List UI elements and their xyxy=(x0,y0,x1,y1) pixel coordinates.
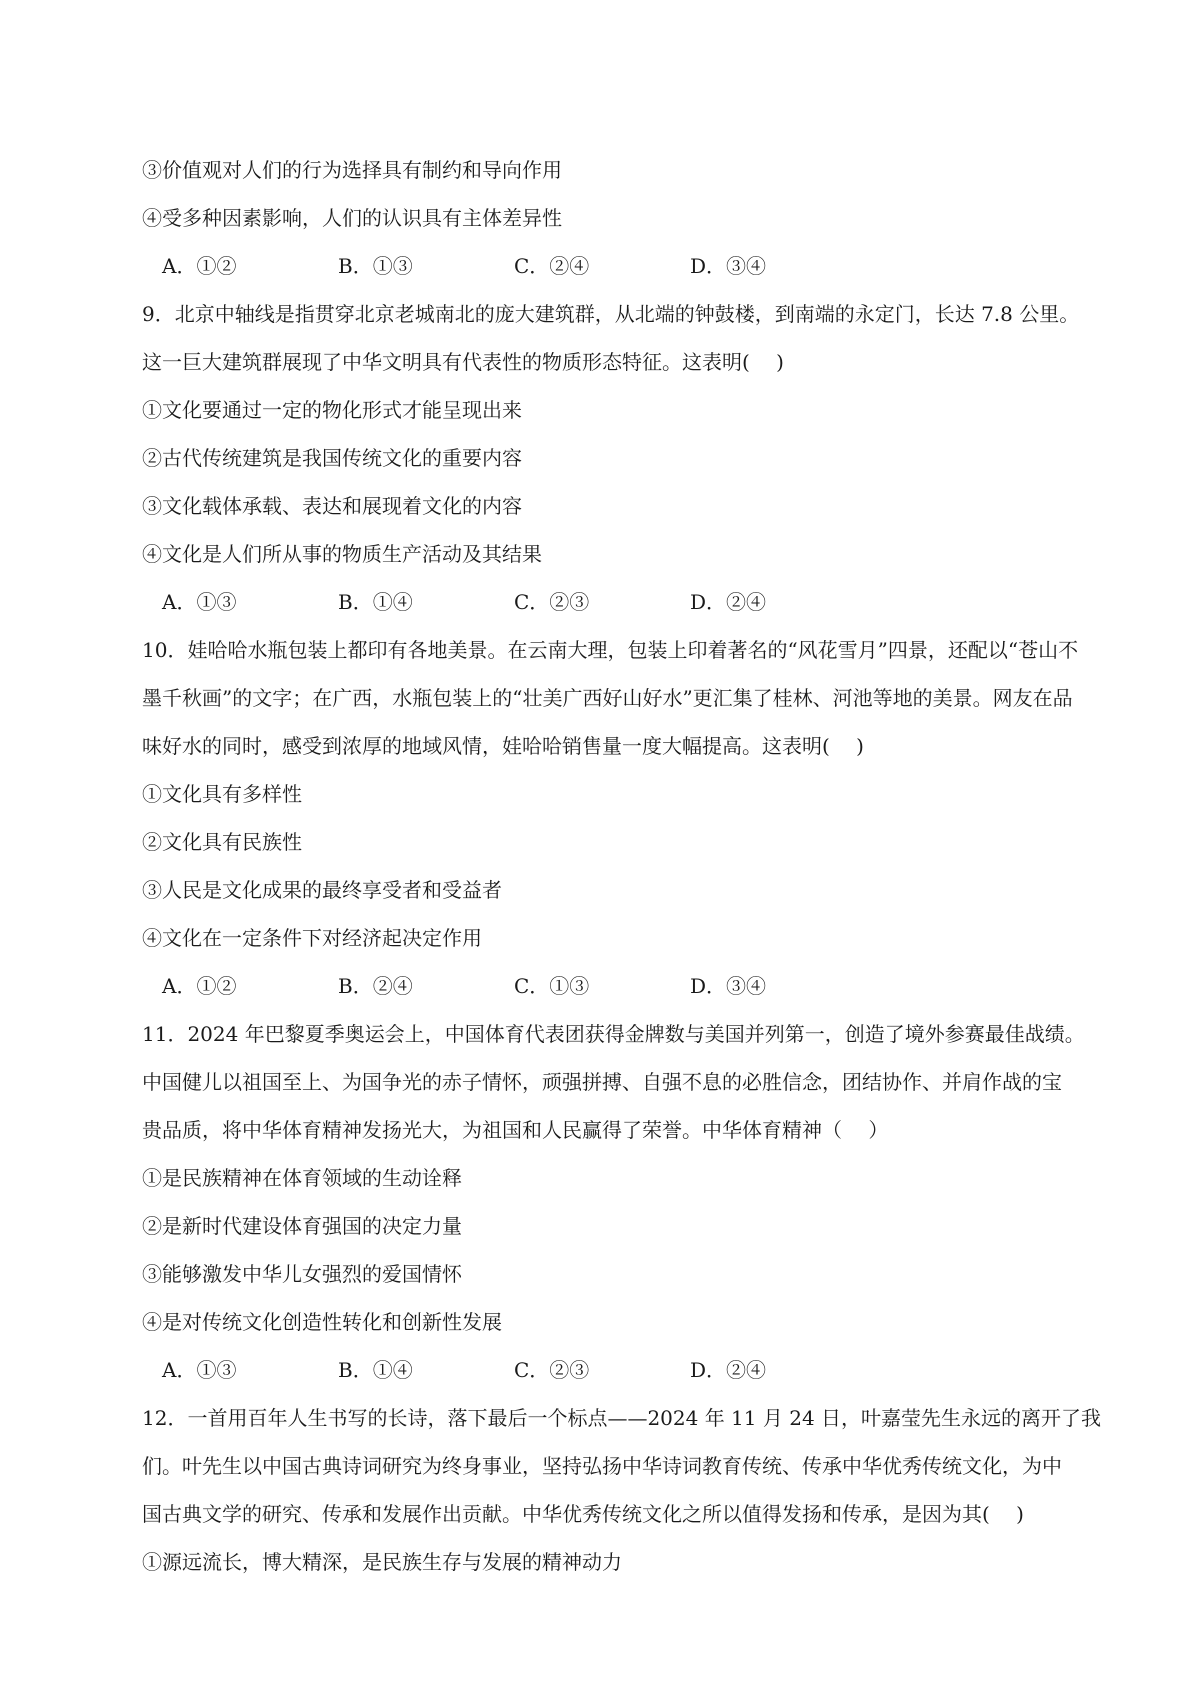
q12-item-1: ①源远流长，博大精深，是民族生存与发展的精神动力 xyxy=(142,1550,622,1574)
question-12 xyxy=(142,1394,1108,1586)
q11-stem-line-1: 11．2024 年巴黎夏季奥运会上，中国体育代表团获得金牌数与美国并列第一，创造了境外参赛最佳战绩。 xyxy=(142,1022,1085,1046)
question-8 xyxy=(142,146,1108,290)
q8-option-b: B．①③ xyxy=(338,254,413,278)
question-11 xyxy=(142,1010,1108,1394)
q12-stem-line-1: 12．一首用百年人生书写的长诗，落下最后一个标点——2024 年 11 月 24 日，叶嘉莹先生永远的离开了我 xyxy=(142,1406,1102,1430)
q11-item-1: ①是民族精神在体育领域的生动诠释 xyxy=(142,1166,462,1190)
q10-item-1: ①文化具有多样性 xyxy=(142,782,302,806)
q9-stem-line-1: 9．北京中轴线是指贯穿北京老城南北的庞大建筑群，从北端的钟鼓楼，到南端的永定门，长达 7.8 公里。 xyxy=(142,302,1080,326)
q11-option-d: D．②④ xyxy=(690,1358,767,1382)
q9-option-b: B．①④ xyxy=(338,590,413,614)
q8-item-4: ④受多种因素影响，人们的认识具有主体差异性 xyxy=(142,206,562,230)
q11-stem-line-2: 中国健儿以祖国至上、为国争光的赤子情怀，顽强拼搏、自强不息的必胜信念，团结协作、并肩作战的宝 xyxy=(142,1070,1062,1094)
q11-options xyxy=(142,1346,1108,1394)
q9-item-3: ③文化载体承载、表达和展现着文化的内容 xyxy=(142,494,522,518)
q10-stem-line-1: 10．娃哈哈水瓶包装上都印有各地美景。在云南大理，包装上印着著名的“风花雪月”四景，还配以“苍山不 xyxy=(142,638,1079,662)
q9-option-c: C．②③ xyxy=(514,590,590,614)
q10-option-a: A．①② xyxy=(162,974,237,998)
q8-option-c: C．②④ xyxy=(514,254,590,278)
q8-option-a: A．①② xyxy=(162,254,237,278)
q11-item-2: ②是新时代建设体育强国的决定力量 xyxy=(142,1214,462,1238)
q12-stem-line-3: 国古典文学的研究、传承和发展作出贡献。中华优秀传统文化之所以值得发扬和传承，是因为其( ) xyxy=(142,1502,1024,1526)
q10-options xyxy=(142,962,1108,1010)
q10-item-3: ③人民是文化成果的最终享受者和受益者 xyxy=(142,878,502,902)
q11-option-c: C．②③ xyxy=(514,1358,590,1382)
q9-option-a: A．①③ xyxy=(162,590,237,614)
q10-option-d: D．③④ xyxy=(690,974,767,998)
q9-item-4: ④文化是人们所从事的物质生产活动及其结果 xyxy=(142,542,542,566)
q10-option-c: C．①③ xyxy=(514,974,590,998)
q9-option-d: D．②④ xyxy=(690,590,767,614)
q10-item-4: ④文化在一定条件下对经济起决定作用 xyxy=(142,926,482,950)
q10-item-2: ②文化具有民族性 xyxy=(142,830,302,854)
q11-item-4: ④是对传统文化创造性转化和创新性发展 xyxy=(142,1310,502,1334)
q12-stem-line-2: 们。叶先生以中国古典诗词研究为终身事业，坚持弘扬中华诗词教育传统、传承中华优秀传统文化，为中 xyxy=(142,1454,1062,1478)
q11-stem-line-3: 贵品质，将中华体育精神发扬光大，为祖国和人民赢得了荣誉。中华体育精神（ ） xyxy=(142,1118,889,1142)
q8-item-3: ③价值观对人们的行为选择具有制约和导向作用 xyxy=(142,158,562,182)
page-content xyxy=(142,146,1108,1586)
q9-item-2: ②古代传统建筑是我国传统文化的重要内容 xyxy=(142,446,522,470)
question-9 xyxy=(142,290,1108,626)
q10-stem-line-3: 味好水的同时，感受到浓厚的地域风情，娃哈哈销售量一度大幅提高。这表明( ) xyxy=(142,734,864,758)
q9-stem-line-2: 这一巨大建筑群展现了中华文明具有代表性的物质形态特征。这表明( ) xyxy=(142,350,784,374)
q11-item-3: ③能够激发中华儿女强烈的爱国情怀 xyxy=(142,1262,462,1286)
q8-options xyxy=(142,242,1108,290)
q9-options xyxy=(142,578,1108,626)
q10-option-b: B．②④ xyxy=(338,974,413,998)
q8-option-d: D．③④ xyxy=(690,254,767,278)
q11-option-a: A．①③ xyxy=(162,1358,237,1382)
q9-item-1: ①文化要通过一定的物化形式才能呈现出来 xyxy=(142,398,522,422)
q11-option-b: B．①④ xyxy=(338,1358,413,1382)
question-10 xyxy=(142,626,1108,1010)
q10-stem-line-2: 墨千秋画”的文字；在广西，水瓶包装上的“壮美广西好山好水”更汇集了桂林、河池等地的美景。网友在品 xyxy=(142,686,1073,710)
